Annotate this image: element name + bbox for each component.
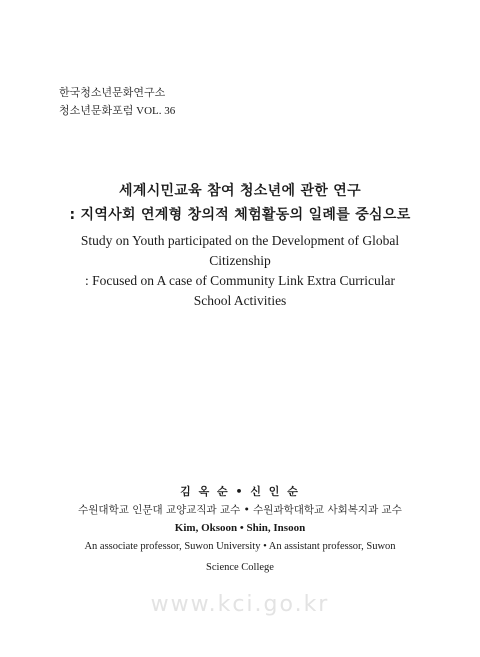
kci-watermark: www.kci.go.kr — [150, 592, 330, 617]
journal-info — [59, 84, 175, 120]
english-author-names: Kim, Oksoon • Shin, Insoon — [174, 522, 306, 534]
korean-subtitle: : 지역사회 연계형 창의적 체험활동의 일례를 중심으로 — [69, 207, 411, 223]
english-title-line-2: Citizenship — [209, 253, 271, 268]
korean-main-title: 세계시민교육 참여 청소년에 관한 연구 — [119, 183, 361, 199]
journal-volume: 청소년문화포럼 VOL. 36 — [59, 105, 176, 117]
english-title-line-1: Study on Youth participated on the Development of Global — [80, 233, 400, 248]
korean-affiliations: 수원대학교 인문대 교양교직과 교수 • 수원과학대학교 사회복지과 교수 — [78, 504, 402, 516]
english-subtitle-line-2: School Activities — [193, 293, 287, 308]
institute-name: 한국청소년문화연구소 — [59, 87, 166, 99]
english-affiliations-line-1: An associate professor, Suwon University • An assistant professor, Suwon — [84, 541, 396, 552]
korean-author-names: 김 옥 순 • 신 인 순 — [180, 485, 300, 498]
english-subtitle-line-1: : Focused on A case of Community Link Extra Curricular — [84, 273, 396, 288]
english-affiliations-line-2: Science College — [206, 562, 274, 573]
author-block — [0, 483, 480, 578]
title-block — [0, 180, 480, 311]
